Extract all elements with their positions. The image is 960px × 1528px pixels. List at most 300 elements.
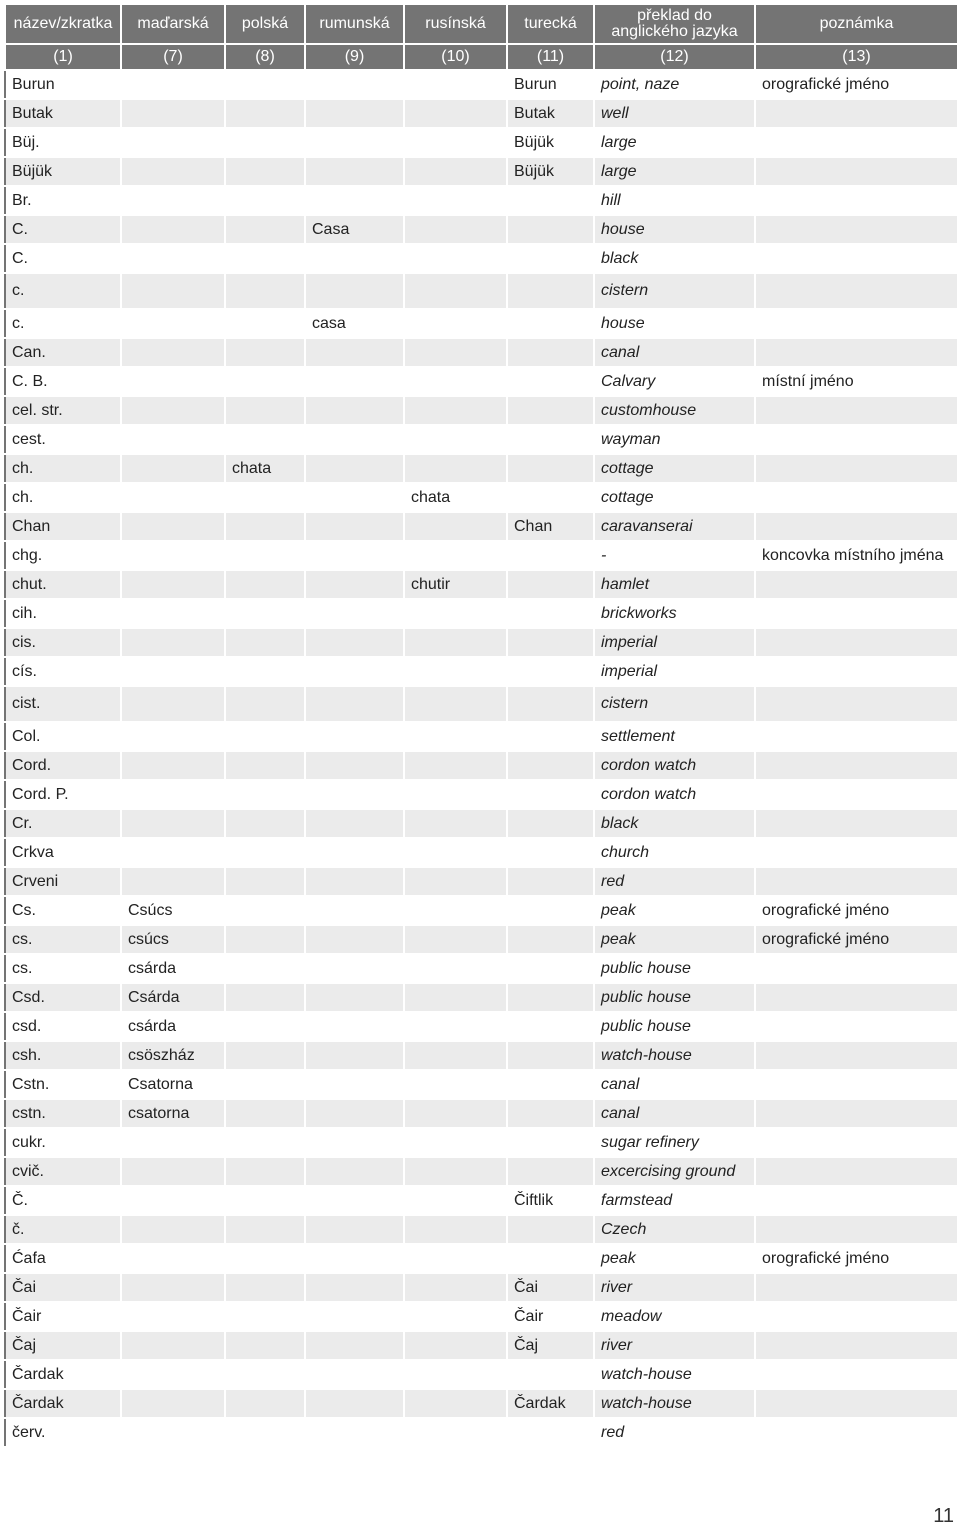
cell-romanian [305,867,404,896]
cell-turkish [507,925,594,954]
cell-turkish [507,1012,594,1041]
cell-hungarian [121,157,225,186]
cell-romanian [305,1070,404,1099]
cell-romanian [305,780,404,809]
cell-polish [225,657,305,686]
cell-turkish [507,541,594,570]
cell-abbreviation: C. [5,215,121,244]
cell-note [755,215,958,244]
table-row [5,809,958,838]
table-row [5,1244,958,1273]
cell-note [755,809,958,838]
cell-english: cordon watch [594,751,755,780]
cell-english: peak [594,896,755,925]
cell-english: public house [594,954,755,983]
cell-abbreviation: Čardak [5,1360,121,1389]
cell-turkish [507,244,594,273]
table-row [5,751,958,780]
header-note: poznámka [755,4,958,44]
cell-hungarian: csöszház [121,1041,225,1070]
cell-english: settlement [594,722,755,751]
cell-turkish [507,1128,594,1157]
cell-abbreviation: Čair [5,1302,121,1331]
cell-romanian [305,1244,404,1273]
cell-hungarian [121,657,225,686]
cell-hungarian [121,1273,225,1302]
cell-note [755,338,958,367]
cell-romanian [305,1418,404,1447]
cell-note [755,425,958,454]
cell-rusyn [404,751,507,780]
cell-english: Calvary [594,367,755,396]
cell-polish [225,628,305,657]
cell-abbreviation: Col. [5,722,121,751]
cell-romanian [305,367,404,396]
cell-polish [225,1418,305,1447]
cell-hungarian [121,751,225,780]
cell-hungarian [121,686,225,722]
cell-rusyn [404,128,507,157]
table-row [5,1418,958,1447]
cell-hungarian [121,599,225,628]
cell-hungarian [121,128,225,157]
cell-hungarian [121,780,225,809]
cell-romanian [305,809,404,838]
cell-english: well [594,99,755,128]
cell-abbreviation: cvič. [5,1157,121,1186]
cell-romanian [305,570,404,599]
table-row [5,1389,958,1418]
table-row [5,215,958,244]
cell-hungarian [121,309,225,338]
cell-polish [225,244,305,273]
cell-rusyn [404,722,507,751]
cell-english: canal [594,1099,755,1128]
cell-english: watch-house [594,1041,755,1070]
cell-rusyn [404,954,507,983]
cell-rusyn [404,1070,507,1099]
cell-romanian [305,1186,404,1215]
cell-abbreviation: csh. [5,1041,121,1070]
header-name: název/zkratka [5,4,121,44]
cell-hungarian [121,454,225,483]
cell-polish [225,599,305,628]
table-row [5,309,958,338]
cell-romanian [305,925,404,954]
cell-rusyn [404,244,507,273]
cell-polish [225,1041,305,1070]
table-row [5,599,958,628]
cell-english: imperial [594,657,755,686]
cell-note [755,954,958,983]
cell-abbreviation: cs. [5,954,121,983]
cell-note [755,1215,958,1244]
cell-romanian [305,157,404,186]
cell-note [755,483,958,512]
table-row [5,396,958,425]
cell-rusyn [404,1157,507,1186]
cell-hungarian [121,99,225,128]
table-row [5,838,958,867]
cell-turkish [507,186,594,215]
cell-rusyn [404,367,507,396]
cell-polish [225,570,305,599]
cell-note [755,628,958,657]
cell-rusyn [404,657,507,686]
cell-romanian [305,186,404,215]
cell-hungarian [121,570,225,599]
cell-hungarian [121,541,225,570]
cell-rusyn [404,1099,507,1128]
cell-romanian [305,128,404,157]
header-hungarian: maďarská [121,4,225,44]
cell-english: red [594,867,755,896]
cell-polish [225,1128,305,1157]
cell-english: peak [594,1244,755,1273]
cell-turkish [507,309,594,338]
abbreviation-table [4,3,959,1448]
cell-turkish [507,809,594,838]
cell-polish [225,1244,305,1273]
page-number: 11 [933,1505,954,1527]
table-row [5,244,958,273]
cell-turkish: Burun [507,70,594,99]
cell-romanian [305,657,404,686]
cell-english: river [594,1273,755,1302]
cell-english: canal [594,338,755,367]
cell-turkish [507,1099,594,1128]
cell-note: orografické jméno [755,1244,958,1273]
cell-romanian [305,1273,404,1302]
cell-hungarian [121,338,225,367]
cell-note [755,780,958,809]
table-row [5,99,958,128]
table-row [5,1041,958,1070]
cell-note [755,867,958,896]
cell-polish [225,70,305,99]
cell-english: sugar refinery [594,1128,755,1157]
header-polish: polská [225,4,305,44]
cell-romanian [305,628,404,657]
table-row [5,896,958,925]
cell-rusyn [404,1331,507,1360]
cell-romanian [305,896,404,925]
cell-note [755,686,958,722]
cell-turkish [507,1157,594,1186]
cell-turkish [507,454,594,483]
cell-english: hamlet [594,570,755,599]
cell-abbreviation: č. [5,1215,121,1244]
cell-polish [225,1099,305,1128]
cell-abbreviation: C. [5,244,121,273]
cell-polish [225,128,305,157]
cell-abbreviation: Čardak [5,1389,121,1418]
cell-note [755,1273,958,1302]
cell-note [755,983,958,1012]
cell-english: hill [594,186,755,215]
cell-rusyn [404,809,507,838]
cell-note [755,838,958,867]
cell-english: large [594,128,755,157]
table-row [5,273,958,309]
cell-note [755,1128,958,1157]
cell-rusyn [404,983,507,1012]
cell-romanian [305,1331,404,1360]
cell-polish [225,838,305,867]
table-row [5,1157,958,1186]
cell-abbreviation: Cord. P. [5,780,121,809]
cell-note [755,599,958,628]
cell-note [755,1331,958,1360]
cell-romanian [305,1157,404,1186]
cell-turkish [507,954,594,983]
cell-polish [225,722,305,751]
table-row [5,954,958,983]
cell-note [755,512,958,541]
cell-abbreviation: Br. [5,186,121,215]
table-row [5,1302,958,1331]
cell-english: church [594,838,755,867]
cell-romanian [305,338,404,367]
cell-turkish [507,628,594,657]
cell-rusyn [404,1360,507,1389]
cell-abbreviation: Burun [5,70,121,99]
column-number: (1) [5,44,121,70]
cell-romanian [305,686,404,722]
cell-rusyn [404,925,507,954]
table-row [5,512,958,541]
cell-english: house [594,309,755,338]
cell-rusyn [404,1186,507,1215]
cell-turkish [507,722,594,751]
header-romanian: rumunská [305,4,404,44]
cell-rusyn [404,309,507,338]
cell-romanian [305,1215,404,1244]
cell-note: orografické jméno [755,925,958,954]
cell-polish [225,512,305,541]
cell-abbreviation: Cstn. [5,1070,121,1099]
cell-english: peak [594,925,755,954]
cell-abbreviation: c. [5,309,121,338]
cell-hungarian [121,1215,225,1244]
cell-note [755,1041,958,1070]
cell-note [755,273,958,309]
cell-abbreviation: c. [5,273,121,309]
cell-hungarian: Csatorna [121,1070,225,1099]
cell-note [755,396,958,425]
cell-rusyn [404,273,507,309]
cell-turkish [507,751,594,780]
cell-note [755,1012,958,1041]
cell-rusyn [404,628,507,657]
cell-rusyn [404,780,507,809]
cell-english: public house [594,983,755,1012]
cell-romanian [305,1012,404,1041]
cell-hungarian [121,1302,225,1331]
cell-romanian [305,751,404,780]
cell-hungarian [121,425,225,454]
cell-abbreviation: ch. [5,454,121,483]
cell-polish [225,1389,305,1418]
cell-note [755,1070,958,1099]
cell-english: excercising ground [594,1157,755,1186]
cell-turkish [507,367,594,396]
table-row [5,867,958,896]
cell-hungarian [121,1331,225,1360]
cell-abbreviation: Csd. [5,983,121,1012]
cell-rusyn [404,215,507,244]
cell-abbreviation: cis. [5,628,121,657]
cell-abbreviation: Cord. [5,751,121,780]
cell-rusyn [404,1244,507,1273]
cell-turkish [507,483,594,512]
cell-romanian [305,1041,404,1070]
cell-note [755,244,958,273]
cell-rusyn [404,157,507,186]
cell-hungarian [121,1157,225,1186]
cell-english: canal [594,1070,755,1099]
cell-rusyn [404,70,507,99]
cell-abbreviation: Butak [5,99,121,128]
cell-hungarian: csárda [121,1012,225,1041]
cell-turkish [507,1244,594,1273]
cell-rusyn [404,599,507,628]
cell-abbreviation: Čai [5,1273,121,1302]
column-number: (13) [755,44,958,70]
cell-turkish [507,780,594,809]
column-number: (8) [225,44,305,70]
cell-polish: chata [225,454,305,483]
cell-note [755,186,958,215]
cell-abbreviation: Crveni [5,867,121,896]
cell-hungarian: csárda [121,954,225,983]
table-row [5,657,958,686]
cell-turkish [507,1360,594,1389]
cell-romanian [305,99,404,128]
cell-polish [225,925,305,954]
cell-rusyn [404,896,507,925]
cell-turkish [507,983,594,1012]
cell-hungarian [121,70,225,99]
cell-note [755,454,958,483]
table-row [5,70,958,99]
cell-turkish [507,425,594,454]
cell-polish [225,1273,305,1302]
cell-polish [225,273,305,309]
table-body [5,70,958,1447]
cell-abbreviation: cs. [5,925,121,954]
cell-note: místní jméno [755,367,958,396]
cell-turkish [507,396,594,425]
cell-turkish: Büjük [507,157,594,186]
cell-english: cistern [594,686,755,722]
cell-hungarian: Csúcs [121,896,225,925]
cell-polish [225,1186,305,1215]
cell-english: cistern [594,273,755,309]
cell-polish [225,338,305,367]
cell-turkish [507,896,594,925]
cell-english: cottage [594,483,755,512]
cell-turkish: Butak [507,99,594,128]
cell-note: orografické jméno [755,896,958,925]
cell-polish [225,867,305,896]
table-row [5,1099,958,1128]
cell-english: cottage [594,454,755,483]
cell-hungarian [121,1389,225,1418]
table-row [5,1128,958,1157]
header-turkish: turecká [507,4,594,44]
cell-rusyn [404,1012,507,1041]
table-row [5,128,958,157]
cell-polish [225,1070,305,1099]
cell-rusyn [404,396,507,425]
cell-note [755,1186,958,1215]
cell-turkish [507,867,594,896]
cell-romanian [305,396,404,425]
cell-romanian [305,838,404,867]
table-row [5,983,958,1012]
cell-hungarian [121,186,225,215]
cell-turkish [507,686,594,722]
cell-rusyn [404,838,507,867]
cell-abbreviation: červ. [5,1418,121,1447]
header-rusyn: rusínská [404,4,507,44]
cell-romanian [305,954,404,983]
cell-note [755,751,958,780]
cell-rusyn [404,425,507,454]
cell-rusyn [404,1273,507,1302]
cell-abbreviation: cist. [5,686,121,722]
cell-abbreviation: cest. [5,425,121,454]
cell-hungarian [121,244,225,273]
cell-polish [225,1215,305,1244]
cell-note [755,1418,958,1447]
cell-english: imperial [594,628,755,657]
cell-hungarian [121,367,225,396]
cell-romanian [305,599,404,628]
table-row [5,425,958,454]
cell-abbreviation: Crkva [5,838,121,867]
cell-english: point, naze [594,70,755,99]
cell-note [755,1302,958,1331]
cell-polish [225,1157,305,1186]
cell-polish [225,686,305,722]
cell-hungarian [121,867,225,896]
cell-abbreviation: chg. [5,541,121,570]
cell-abbreviation: cel. str. [5,396,121,425]
cell-polish [225,1360,305,1389]
cell-abbreviation: csd. [5,1012,121,1041]
cell-abbreviation: Can. [5,338,121,367]
cell-english: public house [594,1012,755,1041]
cell-romanian [305,70,404,99]
cell-english: red [594,1418,755,1447]
cell-romanian [305,454,404,483]
cell-rusyn [404,338,507,367]
cell-turkish: Čaj [507,1331,594,1360]
cell-hungarian [121,396,225,425]
cell-rusyn [404,186,507,215]
cell-polish [225,215,305,244]
cell-note [755,309,958,338]
cell-english: cordon watch [594,780,755,809]
cell-polish [225,157,305,186]
cell-note: koncovka místního jména [755,541,958,570]
cell-turkish: Chan [507,512,594,541]
cell-note: orografické jméno [755,70,958,99]
table-row [5,925,958,954]
cell-polish [225,396,305,425]
